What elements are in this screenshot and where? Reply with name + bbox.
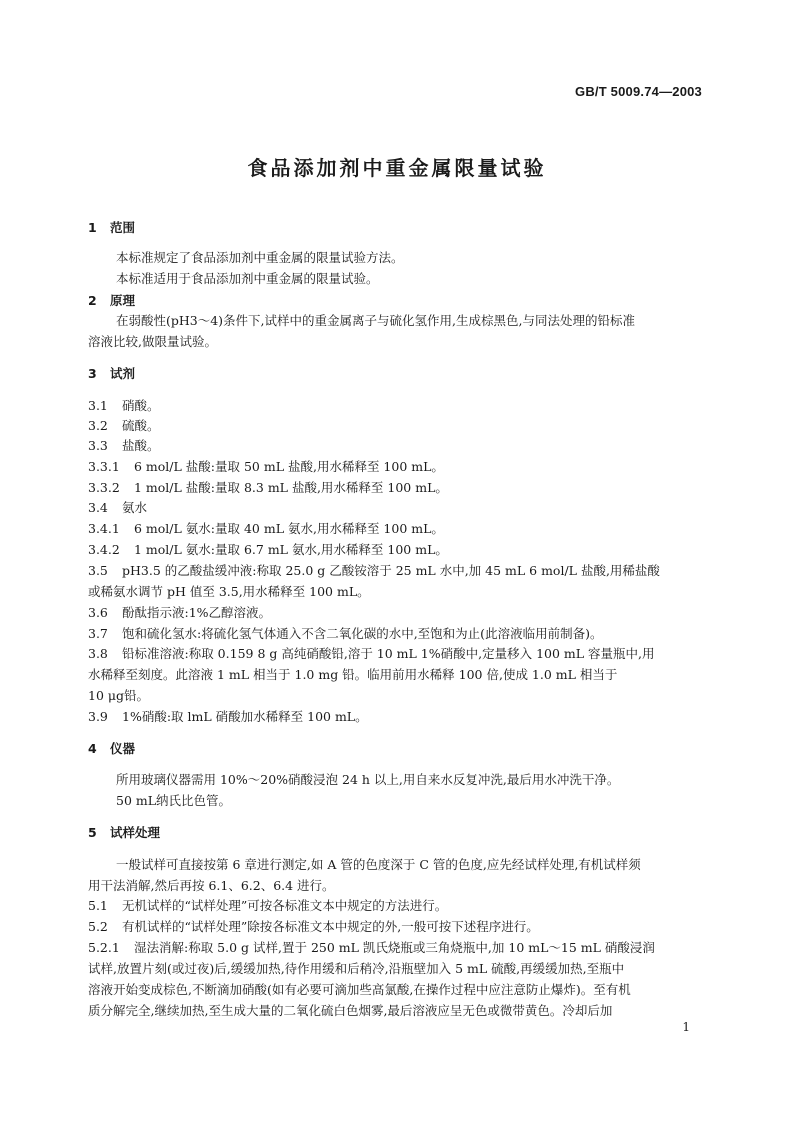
clause-text: 盐酸。 <box>122 438 160 453</box>
clause-continuation: 水稀释至刻度。此溶液 1 mL 相当于 1.0 mg 铅。临用前用水稀释 100 倍,使成 1.0 mL 相当于 <box>88 667 618 682</box>
clause-3-4-1 <box>88 521 444 537</box>
clause-3-7 <box>88 626 602 642</box>
paragraph: 本标准适用于食品添加剂中重金属的限量试验。 <box>116 271 379 286</box>
section-title: 仪器 <box>110 741 136 756</box>
clause-number: 3.4.2 <box>88 542 120 557</box>
section-2-heading <box>88 293 135 309</box>
paragraph-continuation: 溶液比较,做限量试验。 <box>88 334 217 349</box>
clause-5-2 <box>88 919 539 935</box>
clause-text: 6 mol/L 盐酸:量取 50 mL 盐酸,用水稀释至 100 mL。 <box>134 459 444 474</box>
clause-text: 酚酞指示液:1%乙醇溶液。 <box>122 605 272 620</box>
clause-number: 3.3.1 <box>88 459 120 474</box>
section-number: 3 <box>88 366 97 381</box>
clause-text: 饱和硫化氢水:将硫化氢气体通入不含二氧化碳的水中,至饱和为止(此溶液临用前制备)。 <box>122 626 603 641</box>
clause-3-3 <box>88 438 160 454</box>
clause-3-1 <box>88 398 160 414</box>
clause-number: 3.8 <box>88 646 108 661</box>
paragraph: 50 mL纳氏比色管。 <box>116 793 232 808</box>
clause-number: 3.7 <box>88 626 108 641</box>
document-title: 食品添加剂中重金属限量试验 <box>247 156 547 180</box>
clause-5-1 <box>88 898 447 914</box>
clause-3-8 <box>88 646 655 662</box>
clause-number: 3.6 <box>88 605 108 620</box>
clause-number: 3.9 <box>88 709 108 724</box>
clause-text: 硫酸。 <box>122 418 160 433</box>
clause-3-4 <box>88 500 147 516</box>
section-title: 试样处理 <box>110 825 161 840</box>
clause-number: 3.4 <box>88 500 108 515</box>
standard-code: GB/T 5009.74—2003 <box>575 84 702 99</box>
clause-number: 3.1 <box>88 398 108 413</box>
clause-3-3-2 <box>88 480 448 496</box>
clause-number: 5.2.1 <box>88 940 120 955</box>
clause-continuation: 10 μg铅。 <box>88 688 150 703</box>
section-5-heading <box>88 825 160 841</box>
paragraph: 在弱酸性(pH3～4)条件下,试样中的重金属离子与硫化氢作用,生成棕黑色,与同法处理的铅标准 <box>116 313 635 328</box>
clause-number: 3.2 <box>88 418 108 433</box>
section-4-heading <box>88 741 135 757</box>
section-title: 原理 <box>110 293 136 308</box>
section-1-heading <box>88 220 135 236</box>
clause-text: 铅标准溶液:称取 0.159 8 g 高纯硝酸铅,溶于 10 mL 1%硝酸中,定量移入 100 mL 容量瓶中,用 <box>122 646 655 661</box>
clause-number: 5.1 <box>88 898 108 913</box>
clause-3-4-2 <box>88 542 448 558</box>
section-number: 4 <box>88 741 97 756</box>
clause-text: 湿法消解:称取 5.0 g 试样,置于 250 mL 凯氏烧瓶或三角烧瓶中,加 10 mL～15 mL 硝酸浸润 <box>134 940 655 955</box>
clause-continuation: 试样,放置片刻(或过夜)后,缓缓加热,待作用缓和后稍冷,沿瓶壁加入 5 mL 硫酸,再缓缓加热,至瓶中 <box>88 961 625 976</box>
section-number: 5 <box>88 825 97 840</box>
clause-number: 3.5 <box>88 563 108 578</box>
clause-text: 6 mol/L 氨水:量取 40 mL 氨水,用水稀释至 100 mL。 <box>134 521 444 536</box>
paragraph: 一般试样可直接按第 6 章进行测定,如 A 管的色度深于 C 管的色度,应先经试样处理,有机试样须 <box>116 857 641 872</box>
clause-5-2-1 <box>88 940 655 956</box>
clause-number: 3.3 <box>88 438 108 453</box>
clause-text: 氨水 <box>122 500 148 515</box>
clause-text: 无机试样的“试样处理”可按各标准文本中规定的方法进行。 <box>122 898 448 913</box>
clause-3-3-1 <box>88 459 444 475</box>
clause-text: 1 mol/L 盐酸:量取 8.3 mL 盐酸,用水稀释至 100 mL。 <box>134 480 448 495</box>
paragraph: 本标准规定了食品添加剂中重金属的限量试验方法。 <box>116 250 404 265</box>
clause-3-9 <box>88 709 368 725</box>
paragraph: 所用玻璃仪器需用 10%～20%硝酸浸泡 24 h 以上,用自来水反复冲洗,最后用水冲洗干净。 <box>116 772 620 787</box>
clause-number: 3.3.2 <box>88 480 120 495</box>
section-title: 试剂 <box>110 366 136 381</box>
section-number: 1 <box>88 220 97 235</box>
clause-3-2 <box>88 418 160 434</box>
clause-number: 3.4.1 <box>88 521 120 536</box>
clause-3-5 <box>88 563 660 579</box>
paragraph-continuation: 用干法消解,然后再按 6.1、6.2、6.4 进行。 <box>88 878 335 893</box>
clause-text: 1 mol/L 氨水:量取 6.7 mL 氨水,用水稀释至 100 mL。 <box>134 542 448 557</box>
clause-text: 有机试样的“试样处理”除按各标准文本中规定的外,一般可按下述程序进行。 <box>122 919 539 934</box>
clause-number: 5.2 <box>88 919 108 934</box>
clause-3-6 <box>88 605 271 621</box>
section-3-heading <box>88 366 135 382</box>
clause-continuation: 溶液开始变成棕色,不断滴加硝酸(如有必要可滴加些高氯酸,在操作过程中应注意防止爆炸)。至有机 <box>88 982 631 997</box>
clause-text: 硝酸。 <box>122 398 160 413</box>
page-number: 1 <box>682 1020 690 1034</box>
section-number: 2 <box>88 293 97 308</box>
clause-text: pH3.5 的乙酸盐缓冲液:称取 25.0 g 乙酸铵溶于 25 mL 水中,加 45 mL 6 mol/L 盐酸,用稀盐酸 <box>122 563 660 578</box>
clause-text: 1%硝酸:取 lmL 硝酸加水稀释至 100 mL。 <box>122 709 368 724</box>
clause-continuation: 质分解完全,继续加热,至生成大量的二氧化硫白色烟雾,最后溶液应呈无色或微带黄色。冷却后加 <box>88 1003 613 1018</box>
clause-continuation: 或稀氨水调节 pH 值至 3.5,用水稀释至 100 mL。 <box>88 584 370 599</box>
section-title: 范围 <box>110 220 136 235</box>
